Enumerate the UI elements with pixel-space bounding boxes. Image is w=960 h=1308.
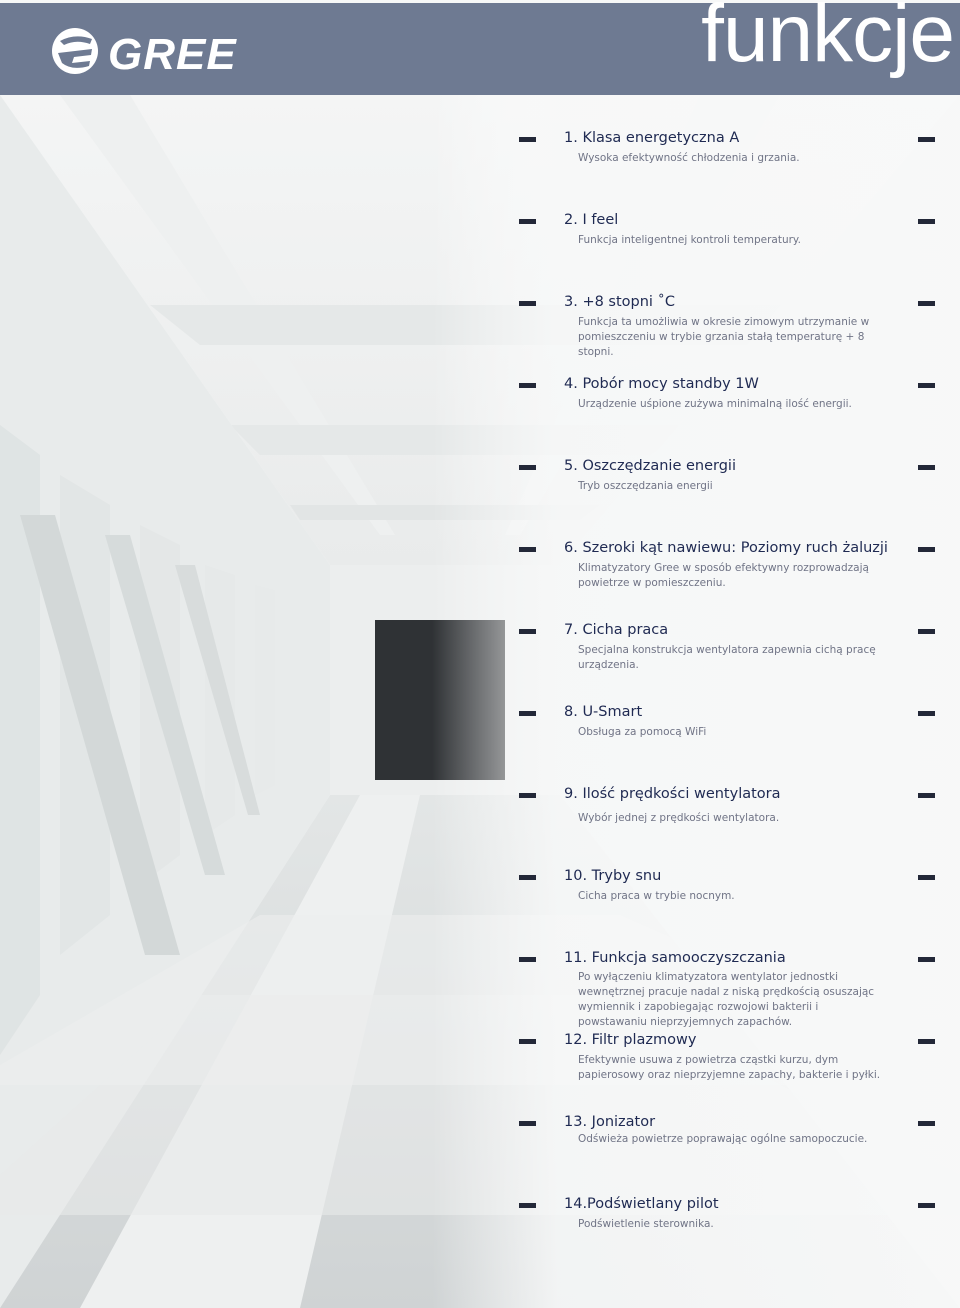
left-dash-marker [519, 711, 536, 716]
feature-item [0, 210, 960, 290]
feature-item [0, 1112, 960, 1192]
feature-description: Efektywnie usuwa z powietrza cząstki kurzu, dym papierosowy oraz nieprzyjemne zapachy, bakterie i pyłki. [578, 1054, 881, 1081]
left-dash-marker [519, 1203, 536, 1208]
right-dash-marker [918, 875, 935, 880]
feature-title: 13. Jonizator [564, 1114, 656, 1130]
right-dash-marker [918, 137, 935, 142]
feature-title: 9. Ilość prędkości wentylatora [564, 786, 781, 802]
feature-item [0, 1030, 960, 1110]
feature-title: 2. I feel [564, 212, 619, 228]
right-dash-marker [918, 1121, 935, 1126]
right-dash-marker [918, 383, 935, 388]
feature-description: Specjalna konstrukcja wentylatora zapewnia cichą pracę urządzenia. [578, 644, 876, 671]
feature-item [0, 538, 960, 618]
feature-description: Cicha praca w trybie nocnym. [578, 890, 735, 902]
feature-description: Odświeża powietrze poprawając ogólne samopoczucie. [578, 1133, 868, 1145]
feature-title: 14.Podświetlany pilot [564, 1196, 719, 1212]
feature-description: Podświetlenie sterownika. [578, 1218, 714, 1230]
feature-title: 5. Oszczędzanie energii [564, 458, 736, 474]
feature-title: 1. Klasa energetyczna A [564, 130, 740, 146]
feature-title: 6. Szeroki kąt nawiewu: Poziomy ruch żaluzji [564, 540, 888, 556]
feature-description: Funkcja ta umożliwia w okresie zimowym utrzymanie w pomieszczeniu w trybie grzania stałą temperaturę + 8 stopni. [578, 316, 870, 358]
left-dash-marker [519, 793, 536, 798]
feature-item [0, 784, 960, 864]
feature-title: 8. U-Smart [564, 704, 643, 720]
feature-description: Obsługa za pomocą WiFi [578, 726, 707, 738]
feature-title: 4. Pobór mocy standby 1W [564, 376, 759, 392]
feature-description: Funkcja inteligentnej kontroli temperatury. [578, 234, 801, 246]
feature-description: Urządzenie uśpione zużywa minimalną ilość energii. [578, 398, 852, 410]
feature-item [0, 866, 960, 946]
feature-item [0, 620, 960, 700]
page-title: funkcje [701, 0, 954, 79]
feature-item [0, 292, 960, 372]
feature-description: Tryb oszczędzania energii [578, 480, 713, 492]
right-dash-marker [918, 957, 935, 962]
feature-item [0, 702, 960, 782]
right-dash-marker [918, 1203, 935, 1208]
left-dash-marker [519, 383, 536, 388]
right-dash-marker [918, 793, 935, 798]
left-dash-marker [519, 547, 536, 552]
feature-title: 12. Filtr plazmowy [564, 1032, 697, 1048]
left-dash-marker [519, 957, 536, 962]
feature-item [0, 374, 960, 454]
logo-wordmark: GREE [108, 30, 237, 77]
feature-description: Po wyłączeniu klimatyzatora wentylator jednostki wewnętrznej pracuje nadal z niską prędkością osuszając wymiennik i zapobiegając rozwojowi bakterii i powstawaniu nieprzyjemnych zapachów. [578, 971, 875, 1028]
feature-description: Klimatyzatory Gree w sposób efektywny rozprowadzają powietrze w pomieszczeniu. [578, 562, 869, 589]
left-dash-marker [519, 301, 536, 306]
right-dash-marker [918, 547, 935, 552]
feature-title: 11. Funkcja samooczyszczania [564, 950, 786, 966]
feature-title: 3. +8 stopni ˚C [564, 294, 675, 310]
right-dash-marker [918, 301, 935, 306]
left-dash-marker [519, 1039, 536, 1044]
feature-description: Wysoka efektywność chłodzenia i grzania. [578, 152, 800, 164]
feature-title: 10. Tryby snu [564, 868, 662, 884]
feature-item [0, 948, 960, 1028]
feature-item [0, 128, 960, 208]
left-dash-marker [519, 629, 536, 634]
right-dash-marker [918, 629, 935, 634]
feature-item [0, 456, 960, 536]
left-dash-marker [519, 465, 536, 470]
feature-item [0, 1194, 960, 1274]
feature-title: 7. Cicha praca [564, 622, 669, 638]
left-dash-marker [519, 875, 536, 880]
left-dash-marker [519, 219, 536, 224]
right-dash-marker [918, 711, 935, 716]
right-dash-marker [918, 1039, 935, 1044]
feature-description: Wybór jednej z prędkości wentylatora. [578, 812, 780, 824]
right-dash-marker [918, 465, 935, 470]
right-dash-marker [918, 219, 935, 224]
left-dash-marker [519, 137, 536, 142]
left-dash-marker [519, 1121, 536, 1126]
